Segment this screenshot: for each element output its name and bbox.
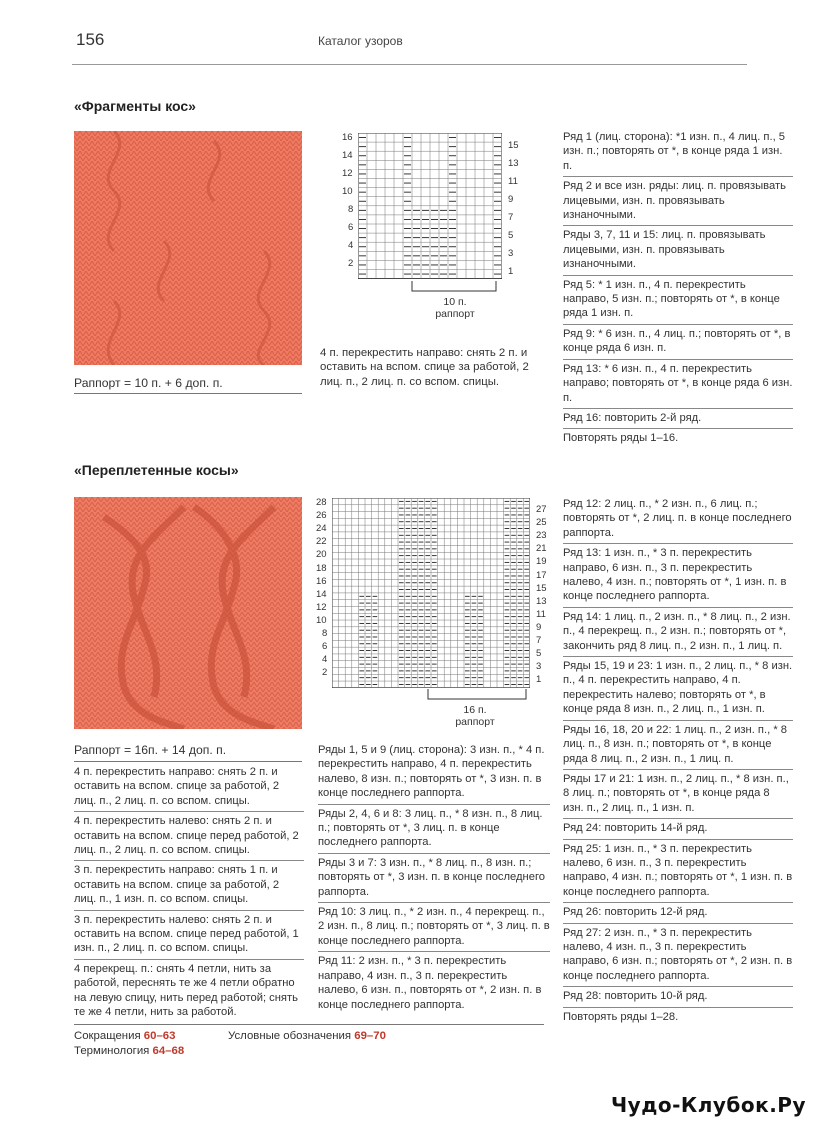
chart-row-number: 9 bbox=[508, 194, 514, 205]
chart-row-number: 19 bbox=[536, 556, 547, 568]
chart-row-number: 4 bbox=[348, 240, 354, 251]
chart-row-number: 22 bbox=[316, 536, 327, 548]
row-instruction: Ряды 15, 19 и 23: 1 изн. п., 2 лиц. п., * 8 изн. п., 4 п. перекрестить направо, 4 п. перекрестить налево; повторять от *, в конце ряда 8 изн. п., 2 лиц. п., 1 изн. п. bbox=[563, 659, 793, 721]
row-instruction: Ряд 25: 1 изн. п., * 3 п. перекрестить налево, 6 изн. п., 3 п. перекрестить направо, 4 изн. п.; повторять от *, 1 изн. п. в конце последнего раппорта. bbox=[563, 842, 793, 904]
chart-row-number: 9 bbox=[536, 621, 542, 633]
row-instruction: Ряд 13: * 6 изн. п., 4 п. перекрестить направо; повторять от *, в конце ряда 6 изн. п. bbox=[563, 362, 793, 409]
chart-row-number: 10 bbox=[342, 186, 353, 197]
row-instruction: Ряды 3, 7, 11 и 15: лиц. п. провязывать лицевыми, изн. п. провязывать изнаночными. bbox=[563, 228, 793, 275]
pattern1-chart-repeat-word: раппорт bbox=[435, 308, 475, 320]
chart-row-number: 21 bbox=[536, 543, 547, 555]
chart-row-number: 26 bbox=[316, 510, 327, 522]
row-instruction: Ряды 2, 4, 6 и 8: 3 лиц. п., * 8 изн. п., 8 лиц. п.; повторять от *, 3 лиц. п. в конце последнего раппорта. bbox=[318, 807, 550, 854]
chart-row-number: 25 bbox=[536, 517, 547, 529]
footer-symbols[interactable] bbox=[228, 1030, 386, 1042]
pattern2-title: «Переплетенные косы» bbox=[74, 462, 239, 478]
chart-row-number: 1 bbox=[508, 266, 514, 277]
pattern1-chart-repeat-label: 10 п. bbox=[443, 296, 467, 308]
cross-note: 4 п. перекрестить налево: снять 2 п. и оставить на вспом. спице перед работой, 2 лиц. п., 2 лиц. п. со вспом. спицы. bbox=[74, 814, 304, 861]
watermark: Чудо-Клубок.Ру bbox=[611, 1093, 806, 1117]
pattern2-rows-right bbox=[563, 497, 793, 1029]
footer-symbols-label: Условные обозначения bbox=[228, 1030, 352, 1042]
divider bbox=[74, 761, 302, 762]
chart-row-number: 3 bbox=[508, 248, 514, 259]
chart-row-number: 6 bbox=[322, 641, 328, 653]
row-instruction: Ряд 16: повторить 2-й ряд. bbox=[563, 411, 793, 429]
chart-row-number: 8 bbox=[322, 628, 328, 639]
chart-row-number: 2 bbox=[322, 667, 328, 679]
footer-term-pages[interactable]: 64–68 bbox=[152, 1045, 185, 1057]
chart-row-number: 18 bbox=[316, 562, 327, 574]
chart-row-number: 16 bbox=[342, 132, 353, 143]
pattern2-repeat-caption: Раппорт = 16п. + 14 доп. п. bbox=[74, 743, 227, 757]
cross-note: 3 п. перекрестить налево: снять 2 п. и оставить на вспом. спице перед работой, 1 изн. п., 2 лиц. п. со вспом. спицы. bbox=[74, 913, 304, 960]
chart-row-number: 12 bbox=[342, 168, 353, 179]
row-instruction: Ряды 16, 18, 20 и 22: 1 лиц. п., 2 изн. п., * 8 лиц. п., 8 изн. п.; повторять от *, в конце ряда 8 лиц. п., 2 изн. п., 1 лиц. п. bbox=[563, 723, 793, 770]
chart-row-number: 6 bbox=[348, 222, 354, 233]
chart-row-number: 24 bbox=[316, 523, 327, 535]
page-number: 156 bbox=[76, 30, 105, 49]
row-instruction: Ряд 1 (лиц. сторона): *1 изн. п., 4 лиц. п., 5 изн. п.; повторять от *, в конце ряда 1 изн. п. bbox=[563, 130, 793, 177]
chart-row-number: 13 bbox=[508, 158, 519, 169]
chart-row-number: 8 bbox=[348, 204, 354, 215]
pattern1-title: «Фрагменты кос» bbox=[74, 98, 196, 114]
chart-row-number: 7 bbox=[536, 635, 542, 646]
row-instruction: Ряд 9: * 6 изн. п., 4 лиц. п.; повторять от *, в конце ряда 6 изн. п. bbox=[563, 327, 793, 360]
row-instruction: Ряд 28: повторить 10-й ряд. bbox=[563, 989, 793, 1007]
chart-row-number: 15 bbox=[536, 582, 547, 594]
chart-row-number: 1 bbox=[536, 674, 542, 686]
pattern2-chart-repeat-word: раппорт bbox=[455, 716, 495, 728]
row-instruction: Ряд 26: повторить 12-й ряд. bbox=[563, 905, 793, 923]
pattern1-photo bbox=[74, 131, 302, 365]
row-instruction: Ряд 24: повторить 14-й ряд. bbox=[563, 821, 793, 839]
footer-term-label: Терминология bbox=[74, 1045, 150, 1057]
pattern2-chart-repeat-label: 16 п. bbox=[463, 704, 487, 716]
row-instruction: Ряд 27: 2 изн. п., * 3 п. перекрестить налево, 4 изн. п., 3 п. перекрестить направо, 6 изн. п.; повторять от *, 2 изн. п. в конце последнего раппорта. bbox=[563, 926, 793, 988]
divider bbox=[74, 393, 302, 394]
pattern1-cross-note: 4 п. перекрестить направо: снять 2 п. и оставить на вспом. спице за работой, 2 лиц. п., 2 лиц. п. со вспом. спицы. bbox=[320, 347, 529, 388]
chart-row-number: 13 bbox=[536, 595, 547, 607]
chart-row-number: 23 bbox=[536, 530, 547, 542]
cross-note: 3 п. перекрестить направо: снять 1 п. и оставить на вспом. спице за работой, 2 лиц. п., 1 изн. п. со вспом. спицы. bbox=[74, 863, 304, 910]
pattern2-cross-notes bbox=[74, 765, 304, 1025]
row-instruction: Ряды 1, 5 и 9 (лиц. сторона): 3 изн. п., * 4 п. перекрестить направо, 4 п. перекрестить налево, 8 изн. п.; повторять от *, 3 изн. п. в конце последнего раппорта. bbox=[318, 743, 550, 805]
row-instruction: Ряд 10: 3 лиц. п., * 2 изн. п., 4 перекрещ. п., 2 изн. п., 8 лиц. п.; повторять от *, 3 лиц. п. в конце последнего раппорта. bbox=[318, 905, 550, 952]
header-divider bbox=[72, 64, 747, 65]
chart-row-number: 12 bbox=[316, 601, 327, 613]
row-instruction: Ряд 2 и все изн. ряды: лиц. п. провязывать лицевыми, изн. п. провязывать изнаночными. bbox=[563, 179, 793, 226]
pattern2-repeat-bracket bbox=[426, 689, 530, 703]
chart-row-number: 27 bbox=[536, 504, 547, 515]
row-instruction: Ряд 14: 1 лиц. п., 2 изн. п., * 8 лиц. п., 2 изн. п., 4 перекрещ. п., 2 изн. п.; повторять от *, закончить ряд 8 лиц. п., 2 изн. п., 1 лиц. п. bbox=[563, 610, 793, 657]
chart-row-number: 5 bbox=[536, 648, 542, 660]
chart-row-number: 17 bbox=[536, 569, 547, 581]
footer-abbr-pages[interactable]: 60–63 bbox=[143, 1030, 176, 1042]
row-instruction: Повторять ряды 1–16. bbox=[563, 432, 679, 445]
footer-terminology[interactable] bbox=[74, 1045, 184, 1057]
chart-row-number: 14 bbox=[316, 588, 327, 600]
chart-row-number: 16 bbox=[316, 575, 327, 587]
pattern1-repeat-bracket bbox=[410, 281, 500, 295]
chart-row-number: 10 bbox=[316, 614, 327, 626]
footer-abbr-label: Сокращения bbox=[74, 1030, 141, 1042]
row-instruction: Ряд 11: 2 изн. п., * 3 п. перекрестить направо, 4 изн. п., 3 п. перекрестить налево, 6 изн. п., повторять от *, 2 изн. п. в конце последнего раппорта. bbox=[318, 955, 542, 1011]
pattern1-repeat-caption: Раппорт = 10 п. + 6 доп. п. bbox=[74, 376, 223, 390]
cross-note: 4 п. перекрестить направо: снять 2 п. и оставить на вспом. спице за работой, 2 лиц. п., 2 лиц. п. со вспом. спицы. bbox=[74, 765, 304, 812]
cross-note: 4 перекрещ. п.: снять 4 петли, нить за работой, переснять те же 4 петли обратно на левую спицу, нить перед работой; снять те же 4 петли, нить за работой. bbox=[74, 962, 298, 1019]
row-instruction: Повторять ряды 1–28. bbox=[563, 1010, 679, 1023]
footer-symbols-pages[interactable]: 69–70 bbox=[354, 1030, 386, 1042]
chart-row-number: 20 bbox=[316, 549, 327, 561]
chart-row-number: 14 bbox=[342, 150, 353, 161]
chart-row-number: 2 bbox=[348, 258, 354, 269]
row-instruction: Ряды 3 и 7: 3 изн. п., * 8 лиц. п., 8 изн. п.; повторять от *, 3 изн. п. в конце последнего раппорта. bbox=[318, 856, 550, 903]
row-instruction: Ряд 5: * 1 изн. п., 4 п. перекрестить направо, 5 изн. п.; повторять от *, в конце ряда 1 изн. п. bbox=[563, 278, 793, 325]
chart-row-number: 4 bbox=[322, 654, 328, 666]
row-instruction: Ряды 17 и 21: 1 изн. п., 2 лиц. п., * 8 изн. п., 8 лиц. п.; повторять от *, в конце ряда 8 изн. п., 2 лиц. п., 1 изн. п. bbox=[563, 772, 793, 819]
pattern2-photo bbox=[74, 497, 302, 729]
row-instruction: Ряд 12: 2 лиц. п., * 2 изн. п., 6 лиц. п.; повторять от *, 2 лиц. п. в конце последнего раппорта. bbox=[563, 497, 793, 544]
pattern1-chart-grid bbox=[358, 133, 502, 279]
footer-divider bbox=[74, 1024, 544, 1025]
chart-row-number: 28 bbox=[316, 497, 327, 508]
row-instruction: Ряд 13: 1 изн. п., * 3 п. перекрестить направо, 6 изн. п., 3 п. перекрестить налево, 4 изн. п.; повторять от *, 1 изн. п. в конце последнего раппорта. bbox=[563, 546, 793, 608]
footer-abbreviations[interactable] bbox=[74, 1030, 175, 1042]
pattern1-rows bbox=[563, 130, 793, 451]
pattern2-chart-grid bbox=[332, 498, 530, 688]
chart-row-number: 11 bbox=[508, 176, 518, 187]
chart-row-number: 11 bbox=[536, 608, 546, 620]
chart-row-number: 5 bbox=[508, 230, 514, 241]
chart-row-number: 7 bbox=[508, 212, 514, 223]
chart-row-number: 3 bbox=[536, 661, 542, 673]
pattern2-rows-middle bbox=[318, 743, 550, 1017]
chart-row-number: 15 bbox=[508, 140, 519, 151]
running-title: Каталог узоров bbox=[318, 34, 403, 48]
